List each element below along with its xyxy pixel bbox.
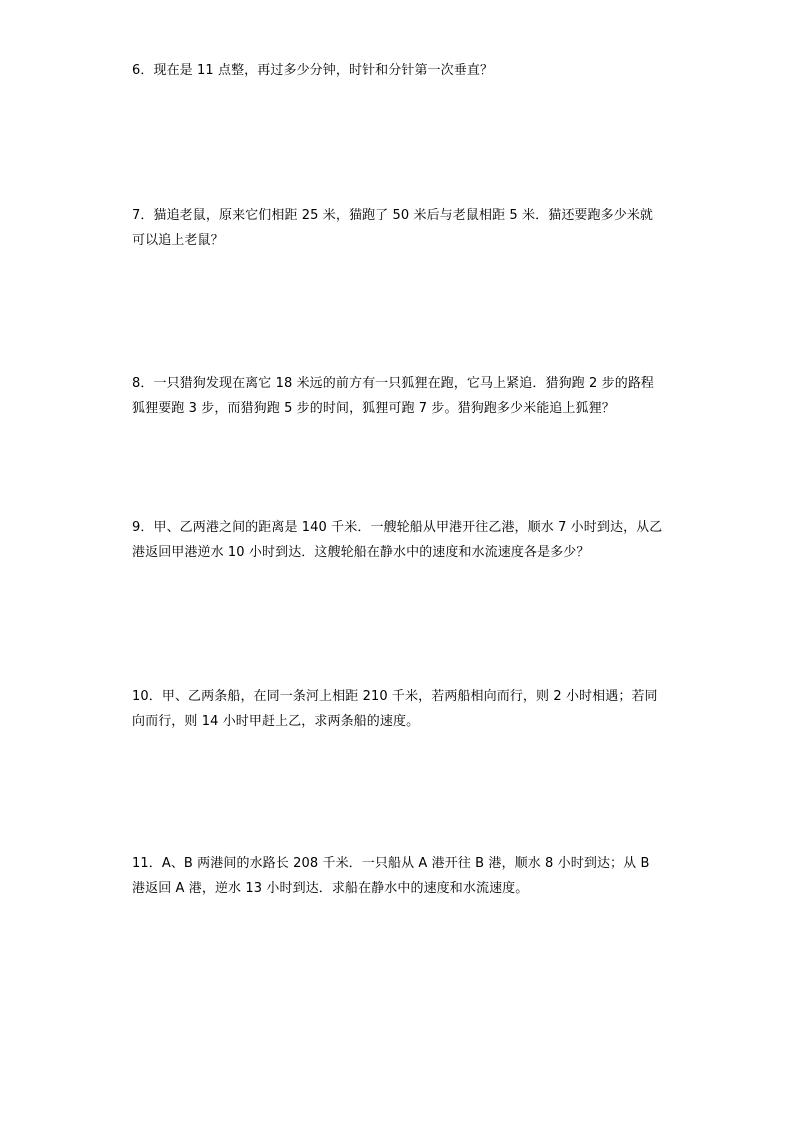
problem-11: 11．A、B 两港间的水路长 208 千米．一只船从 A 港开往 B 港，顺水 8 小时到达；从 B 港返回 A 港，逆水 13 小时到达．求船在静水中的速度和水流速度。 xyxy=(132,856,650,896)
problem-6: 6．现在是 11 点整，再过多少分钟，时针和分针第一次垂直？ xyxy=(132,63,494,78)
problem-9: 9．甲、乙两港之间的距离是 140 千米．一艘轮船从甲港开往乙港，顺水 7 小时到达，从乙港返回甲港逆水 10 小时到达．这艘轮船在静水中的速度和水流速度各是多少？ xyxy=(132,520,663,560)
problem-8: 8．一只猎狗发现在离它 18 米远的前方有一只狐狸在跑，它马上紧追．猎狗跑 2 步的路程狐狸要跑 3 步，而猎狗跑 5 步的时间，狐狸可跑 7 步。猎狗跑多少米能追上狐狸？ xyxy=(132,376,655,416)
problem-7: 7．猫追老鼠，原来它们相距 25 米，猫跑了 50 米后与老鼠相距 5 米．猫还要跑多少米就可以追上老鼠？ xyxy=(132,208,654,248)
problem-10: 10．甲、乙两条船，在同一条河上相距 210 千米，若两船相向而行，则 2 小时相遇；若同向而行，则 14 小时甲赶上乙，求两条船的速度。 xyxy=(132,689,658,729)
